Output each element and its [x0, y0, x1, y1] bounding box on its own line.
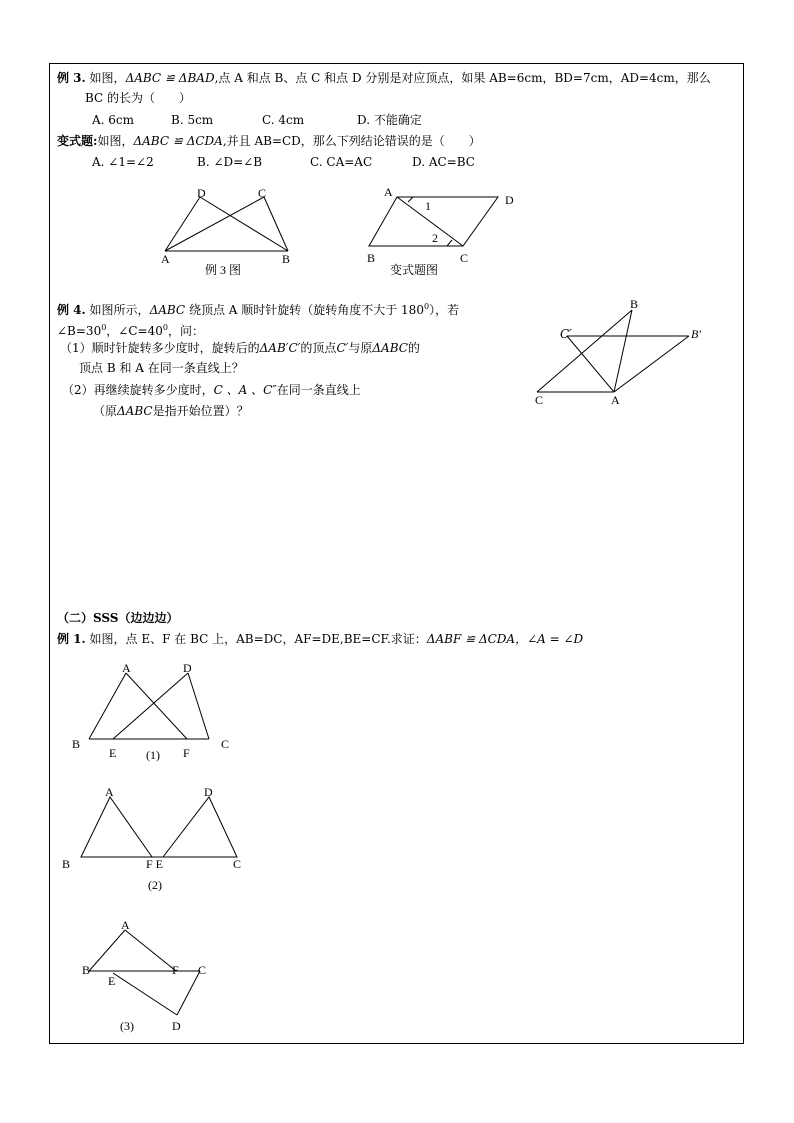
fig-variant-label-b: B — [367, 251, 376, 265]
q1-text-c: 与原 — [348, 341, 373, 355]
fig-sss1-caption: (1) — [146, 748, 160, 762]
fig-sss3-label-b: B — [82, 963, 91, 977]
example-4-line-1 — [57, 300, 459, 317]
example-4-q2 — [62, 383, 361, 397]
variant-option-d: D. AC=BC — [412, 155, 475, 169]
fig-ex4-label-b: B — [630, 297, 639, 311]
sss-example-1-math: ΔABF ≌ ΔCDA，∠A = ∠D — [426, 632, 584, 646]
q1-text-b: 的顶点 — [300, 341, 337, 355]
fig-ex3-label-a: A — [161, 252, 170, 266]
fig-ex3-caption: 例 3 图 — [205, 263, 242, 277]
fig-sss3-label-e: E — [108, 974, 116, 988]
fig-ex4-label-b-prime: B′ — [691, 327, 701, 341]
example-4-label: 例 4. — [57, 303, 86, 317]
angle-c-value: ，∠C=40 — [106, 324, 163, 338]
fig-ex3-label-d: D — [197, 186, 206, 200]
fig-sss2-caption: (2) — [148, 878, 162, 892]
q1-text-d: 的 — [407, 341, 420, 355]
example-4-text-a: 如图所示， — [89, 303, 150, 317]
example-4-text-c: ），若 — [429, 303, 460, 317]
fig-sss2-label-d: D — [204, 785, 213, 799]
fig-ex3-label-c: C — [258, 186, 267, 200]
example-4-line-2 — [57, 321, 204, 338]
fig-ex4-label-c: C — [535, 393, 544, 407]
fig-sss1-label-b: B — [72, 737, 81, 751]
q1-text-a: （1）顺时针旋转多少度时，旋转后的 — [60, 341, 260, 355]
degree-mark: 0 — [162, 323, 168, 332]
fig-sss1-label-d: D — [183, 661, 192, 675]
angle-b-value: ∠B=30 — [57, 324, 102, 338]
fig-sss1-label-e: E — [109, 746, 117, 760]
degree-mark: 0 — [101, 323, 107, 332]
sss-heading: （二）SSS（边边边） — [57, 611, 179, 625]
example-4-text-b: 绕顶点 A 顺时针旋转（旋转角度不大于 180 — [185, 303, 424, 317]
fig-ex4-label-c-prime: C′ — [560, 327, 572, 341]
example-4-q2-line-2 — [93, 404, 249, 418]
variant-option-a: A. ∠1=∠2 — [92, 155, 154, 169]
fig-sss3-label-f: F — [172, 963, 179, 977]
q2-line2-b: 是指开始位置）？ — [152, 404, 249, 418]
sss-example-1-text: 如图，点 E、F 在 BC 上，AB=DC，AF=DE,BE=CF.求证： — [89, 632, 427, 646]
degree-mark: 0 — [423, 302, 430, 311]
example-3-stem-b: ,点 A 和点 B、点 C 和点 D 分别是对应顶点，如果 AB=6cm，BD=7cm，AD=4cm，那么 — [214, 71, 711, 85]
sss-example-1-label: 例 1. — [57, 632, 86, 646]
example-3-label: 例 3. — [57, 71, 86, 85]
q2-line2-a: （原 — [93, 404, 118, 418]
variant-text-b: ,并且 AB=CD，那么下列结论错误的是（ ） — [222, 134, 481, 148]
example-3-option-d: D. 不能确定 — [357, 113, 422, 127]
q1-math: ΔAB′C′ — [259, 341, 301, 355]
fig-sss3-caption: (3) — [120, 1019, 134, 1033]
q1-math-2: C′ — [336, 341, 349, 355]
fig-variant-label-2: 2 — [432, 231, 438, 245]
q2-text-b: 在同一条直线上 — [276, 383, 361, 397]
q2-text-a: （2）再继续旋转多少度时， — [62, 383, 214, 397]
fig-variant-label-d: D — [505, 193, 514, 207]
fig-sss1-label-c: C — [221, 737, 230, 751]
fig-sss2-label-b: B — [62, 857, 71, 871]
example-4-q1-line-2: 顶点 B 和 A 在同一条直线上？ — [79, 361, 244, 375]
fig-sss1-label-a: A — [122, 661, 131, 675]
variant-option-c: C. CA=AC — [310, 155, 373, 169]
sss-example-1 — [57, 632, 583, 646]
fig-variant-label-1: 1 — [425, 199, 431, 213]
example-3-line-2: BC 的长为（ ） — [85, 91, 192, 105]
fig-variant-label-c: C — [460, 251, 469, 265]
example-4-q1 — [60, 341, 420, 355]
q1-math-3: ΔABC — [372, 341, 408, 355]
fig-sss2-label-fe: F E — [146, 857, 164, 871]
example-3-math: ΔABC ≌ ΔBAD — [125, 71, 215, 85]
variant-math: ΔABC ≌ ΔCDA — [133, 134, 223, 148]
fig-sss3-label-a: A — [121, 918, 130, 932]
fig-sss2-label-c: C — [233, 857, 242, 871]
fig-variant-label-a: A — [384, 185, 393, 199]
variant-option-b: B. ∠D=∠B — [197, 155, 263, 169]
example-4-math: ΔABC — [149, 303, 186, 317]
example-3-option-c: C. 4cm — [262, 113, 305, 127]
fig-sss2-label-a: A — [105, 785, 114, 799]
q2-math: C 、A 、C″ — [213, 383, 277, 397]
fig-sss1-label-f: F — [183, 746, 190, 760]
example-4-ask: ，问： — [167, 324, 204, 338]
example-3-option-b: B. 5cm — [171, 113, 214, 127]
fig-ex4-label-a: A — [611, 393, 620, 407]
example-3-option-a: A. 6cm — [92, 113, 135, 127]
q2-line2-math: ΔABC — [117, 404, 153, 418]
variant-text-a: 如图， — [97, 134, 134, 148]
fig-sss3-label-c: C — [198, 963, 207, 977]
variant-label: 变式题: — [57, 134, 98, 148]
fig-ex3-label-b: B — [282, 252, 291, 266]
fig-sss3-label-d: D — [172, 1019, 181, 1033]
example-3-stem-a: 如图， — [89, 71, 126, 85]
fig-variant-caption: 变式题图 — [390, 263, 439, 277]
